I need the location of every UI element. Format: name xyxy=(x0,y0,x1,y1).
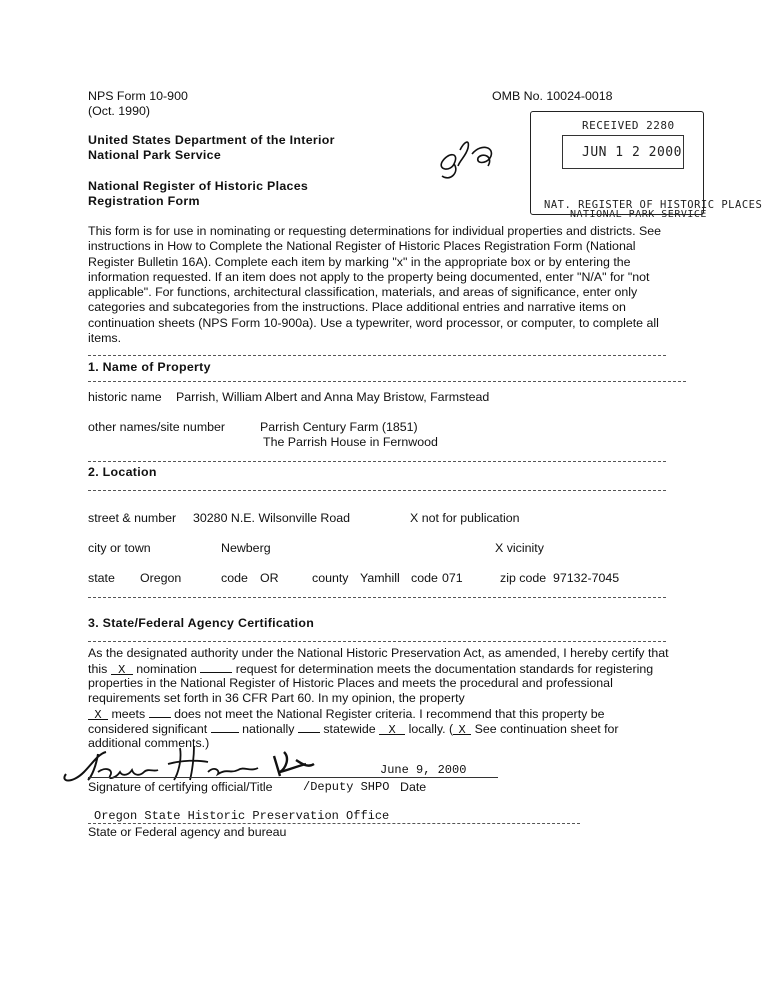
historic-name-value: Parrish, William Albert and Anna May Bristow, Farmstead xyxy=(176,390,490,404)
received-stamp xyxy=(530,107,763,220)
city-value: Newberg xyxy=(221,541,271,555)
cert-line-4: requirements set forth in 36 CFR Part 60. In my opinion, the property xyxy=(88,691,465,705)
stamp-line2: NATIONAL PARK SERVICE xyxy=(570,209,707,220)
nomination-mark: X xyxy=(111,663,133,675)
section1-heading: 1. Name of Property xyxy=(88,360,211,374)
city-label: city or town xyxy=(88,541,151,555)
stamp-date: JUN 1 2 2000 xyxy=(582,145,682,160)
nationally-blank xyxy=(211,721,239,733)
certifying-title: /Deputy SHPO xyxy=(303,780,390,794)
zip-value: 97132-7045 xyxy=(553,571,620,585)
instructions xyxy=(88,224,668,346)
form-number: NPS Form 10-900 xyxy=(88,89,188,103)
signed-date: June 9, 2000 xyxy=(380,763,467,777)
divider xyxy=(88,355,666,356)
zip-label: zip code xyxy=(500,571,547,585)
street-value: 30280 N.E. Wilsonville Road xyxy=(193,511,351,525)
section3-heading: 3. State/Federal Agency Certification xyxy=(88,616,315,630)
street-label: street & number xyxy=(88,511,177,525)
other-names-label: other names/site number xyxy=(88,420,226,434)
instruction-line: instructions in How to Complete the National Register of Historic Places Registration Form (National xyxy=(88,239,636,254)
section2-heading: 2. Location xyxy=(88,465,157,479)
continuation-mark: X xyxy=(453,723,471,735)
county-value: Yamhill xyxy=(360,571,400,585)
cert-line-2: this X nomination request for determination meets the documentation standards for registering xyxy=(88,662,654,677)
request-blank xyxy=(200,661,232,673)
signature-label: Signature of certifying official/Title xyxy=(88,780,273,794)
instruction-line: This form is for use in nominating or requesting determinations for individual properties and districts. See xyxy=(88,224,662,238)
divider xyxy=(88,641,666,642)
handwritten-number xyxy=(430,130,500,190)
instruction-line: categories and subcategories from the instructions. Place additional entries and narrative items on xyxy=(88,300,626,315)
omb-number: OMB No. 10024-0018 xyxy=(492,89,613,103)
date-label: Date xyxy=(400,780,427,794)
county-label: county xyxy=(312,571,349,585)
form-title: Registration Form xyxy=(88,194,200,208)
meets-mark: X xyxy=(88,708,108,720)
cert-line-5: X meets does not meet the National Register criteria. I recommend that this property be xyxy=(88,706,605,722)
instruction-line: information requested. If an item does not apply to the property being documented, enter "N/A" for "not xyxy=(88,269,650,284)
form-date: (Oct. 1990) xyxy=(88,104,150,118)
stamp-received: RECEIVED 2280 xyxy=(582,119,675,132)
cert-line-6: considered significant nationally statewide X locally. ( X See continuation sheet for xyxy=(88,722,619,737)
locally-mark: X xyxy=(379,723,405,735)
instruction-line: items. xyxy=(88,331,122,346)
instruction-line: applicable". For functions, architectural classification, materials, and areas of significance, enter only xyxy=(88,285,638,300)
agency-label: State or Federal agency and bureau xyxy=(88,825,287,839)
vicinity: X vicinity xyxy=(495,541,544,555)
state-value: Oregon xyxy=(140,571,182,585)
divider xyxy=(88,490,666,491)
cert-line-7: additional comments.) xyxy=(88,736,210,750)
stamp-line1: NAT. REGISTER OF HISTORIC PLACES xyxy=(544,199,763,211)
historic-name-label: historic name xyxy=(88,390,162,404)
divider xyxy=(88,597,666,598)
other-name-2: The Parrish House in Fernwood xyxy=(263,435,438,449)
not-for-publication: X not for publication xyxy=(410,511,520,525)
cert-line-3: properties in the National Register of Historic Places and meets the procedural and professional xyxy=(88,676,613,690)
service-title: National Park Service xyxy=(88,148,222,162)
county-code-value: 071 xyxy=(442,571,463,585)
register-title: National Register of Historic Places xyxy=(88,179,309,193)
code-value: OR xyxy=(260,571,279,585)
divider xyxy=(88,381,686,382)
department-title: United States Department of the Interior xyxy=(88,133,335,147)
does-not-meet-blank xyxy=(149,706,171,718)
divider xyxy=(88,461,666,462)
state-label: state xyxy=(88,571,115,585)
code-label: code xyxy=(221,571,248,585)
instruction-line: Register Bulletin 16A). Complete each item by marking "x" in the appropriate box or by entering the xyxy=(88,254,631,269)
agency-typed: Oregon State Historic Preservation Office xyxy=(94,809,390,823)
county-code-label: code xyxy=(411,571,438,585)
statewide-blank xyxy=(298,721,320,733)
instruction-line: continuation sheets (NPS Form 10-900a). Use a typewriter, word processor, or computer, to complete all xyxy=(88,315,659,330)
agency-line xyxy=(88,823,580,824)
other-name-1: Parrish Century Farm (1851) xyxy=(260,420,418,434)
cert-line-1: As the designated authority under the National Historic Preservation Act, as amended, I hereby certify that xyxy=(88,646,669,660)
